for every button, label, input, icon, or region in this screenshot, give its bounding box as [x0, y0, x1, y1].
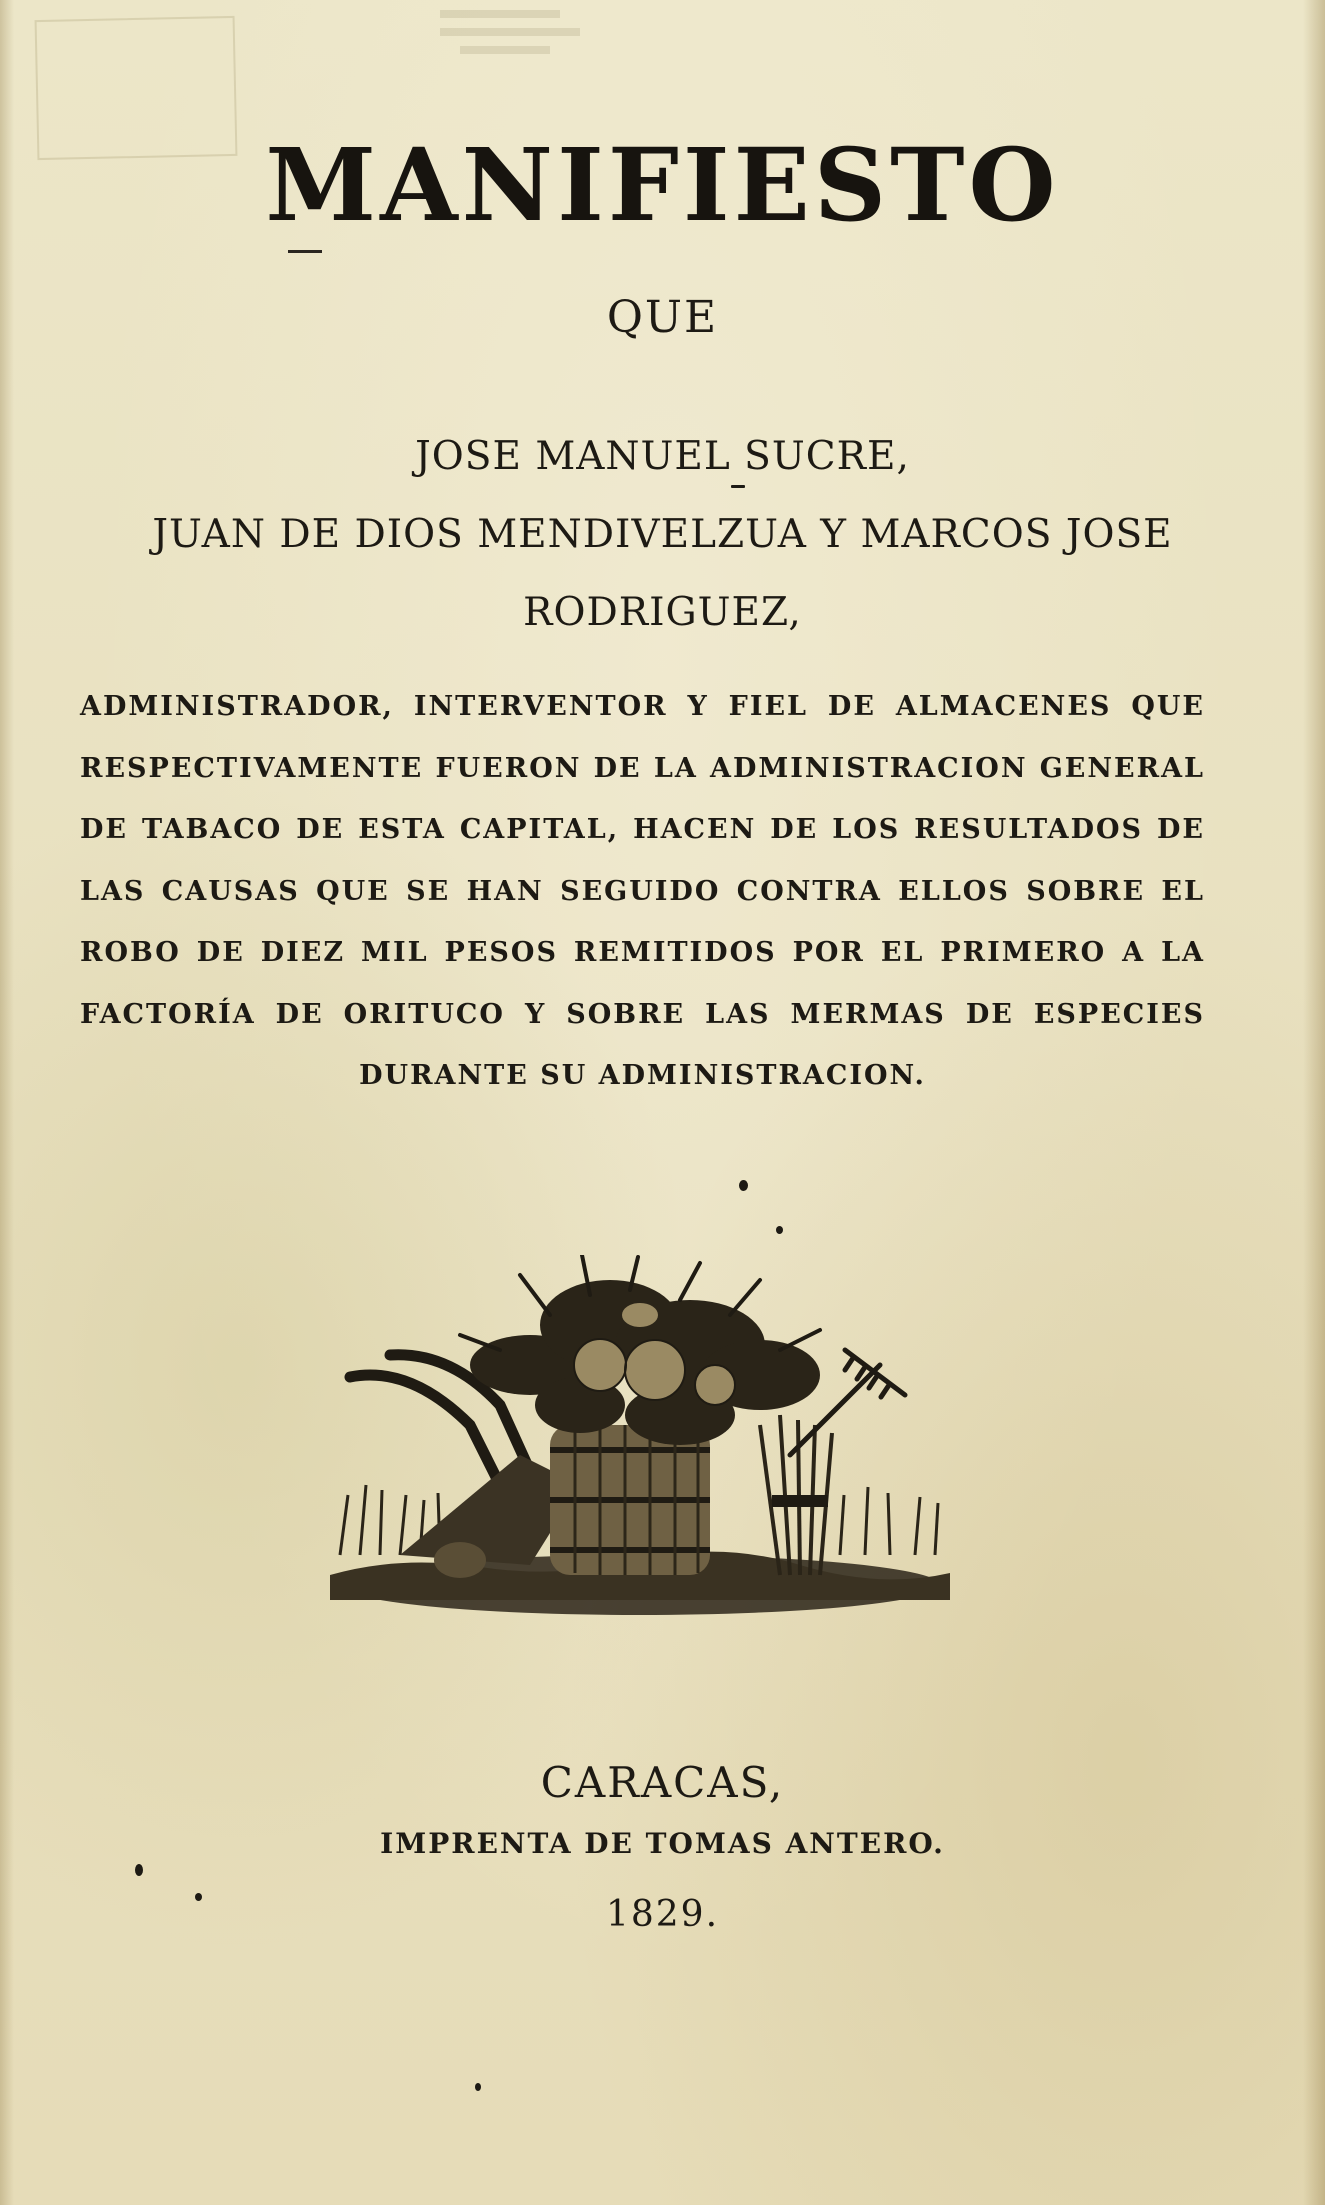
ink-speck	[195, 1893, 202, 1901]
page-title: MANIFIESTO	[265, 126, 1060, 244]
show-through-bleed	[440, 0, 590, 120]
title-rule	[288, 250, 322, 253]
author-line-1: JOSE MANUEL SUCRE,	[415, 434, 910, 479]
subtitle-description: ADMINISTRADOR, INTERVENTOR Y FIEL DE ALMACENES QUE RESPECTIVAMENTE FUERON DE LA ADMINISTRACION GENERAL DE TABACO DE ESTA CAPITAL, HACEN DE LOS RESULTADOS DE LAS CAUSAS QUE SE HAN SEGUIDO CONTRA ELLOS SOBRE EL ROBO DE DIEZ MIL PESOS REMITIDOS POR EL PRIMERO A LA FACTORÍA DE ORITUCO Y SOBRE LAS MERMAS DE ESPECIES DURANTE SU ADMINISTRACION.	[80, 691, 1205, 1091]
ink-speck	[776, 1226, 783, 1234]
ink-speck	[731, 485, 745, 488]
imprint-place: CARACAS,	[540, 1758, 785, 1807]
connector-word: QUE	[606, 292, 719, 343]
ink-speck	[739, 1180, 748, 1191]
author-line-3: RODRIGUEZ,	[523, 590, 802, 635]
harvest-barrel-vignette-icon	[320, 1255, 960, 1625]
ink-speck	[135, 1864, 143, 1876]
imprint-printer: IMPRENTA DE TOMAS ANTERO.	[380, 1827, 945, 1860]
author-line-2: JUAN DE DIOS MENDIVELZUA Y MARCOS JOSE	[152, 512, 1173, 557]
ink-speck	[475, 2083, 481, 2091]
author-names	[0, 418, 1325, 652]
imprint-year: 1829.	[605, 1894, 720, 1935]
